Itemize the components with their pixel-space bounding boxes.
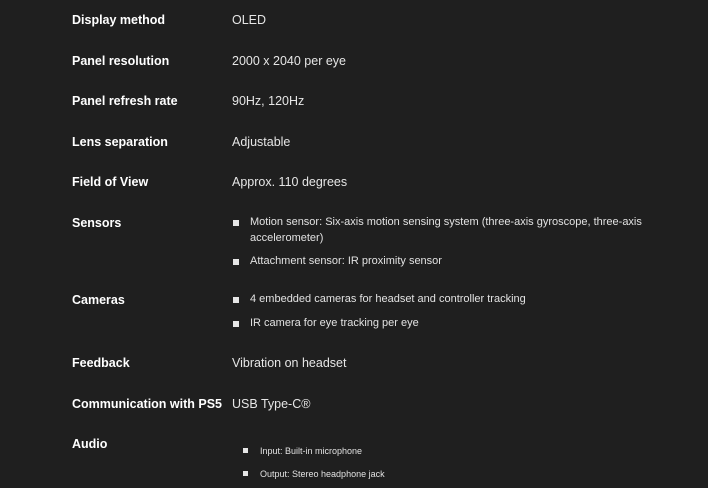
list-item <box>232 316 652 332</box>
spec-value: 90Hz, 120Hz <box>232 94 305 108</box>
list-item-text: 4 embedded cameras for headset and controller tracking <box>250 293 526 305</box>
spec-value: Approx. 110 degrees <box>232 175 348 189</box>
list-item-text: Output: Stereo headphone jack <box>260 469 385 479</box>
list-item <box>232 254 652 270</box>
list-item-text: Motion sensor: Six-axis motion sensing system (three-axis gyroscope, three-axis accelerometer) <box>250 216 642 244</box>
spec-value: Vibration on headset <box>232 356 347 370</box>
list-item <box>243 468 663 481</box>
spec-label: Field of View <box>72 175 149 189</box>
bullet-square-icon <box>233 259 239 265</box>
spec-label: Feedback <box>72 356 130 370</box>
list-item-text: Input: Built-in microphone <box>260 446 363 456</box>
spec-label: Panel resolution <box>72 54 170 68</box>
cameras-list <box>232 292 652 331</box>
list-item <box>232 292 652 308</box>
spec-value: OLED <box>232 13 267 27</box>
list-item-text: Attachment sensor: IR proximity sensor <box>250 255 442 267</box>
list-item <box>243 445 663 458</box>
spec-label: Sensors <box>72 216 122 230</box>
spec-value: Adjustable <box>232 135 291 149</box>
audio-list <box>243 445 663 481</box>
spec-label: Communication with PS5 <box>72 397 223 411</box>
spec-label: Lens separation <box>72 135 168 149</box>
bullet-square-icon <box>243 471 248 476</box>
spec-value: USB Type-C® <box>232 397 311 411</box>
bullet-square-icon <box>243 448 248 453</box>
bullet-square-icon <box>233 321 239 327</box>
bullet-square-icon <box>233 220 239 226</box>
spec-label: Cameras <box>72 293 125 307</box>
list-item-text: IR camera for eye tracking per eye <box>250 316 419 329</box>
spec-label: Panel refresh rate <box>72 94 178 108</box>
spec-value: 2000 x 2040 per eye <box>232 54 346 68</box>
sensors-list <box>232 215 652 270</box>
spec-label: Display method <box>72 13 166 27</box>
bullet-square-icon <box>233 297 239 303</box>
list-item <box>232 215 652 246</box>
spec-label: Audio <box>72 437 108 451</box>
